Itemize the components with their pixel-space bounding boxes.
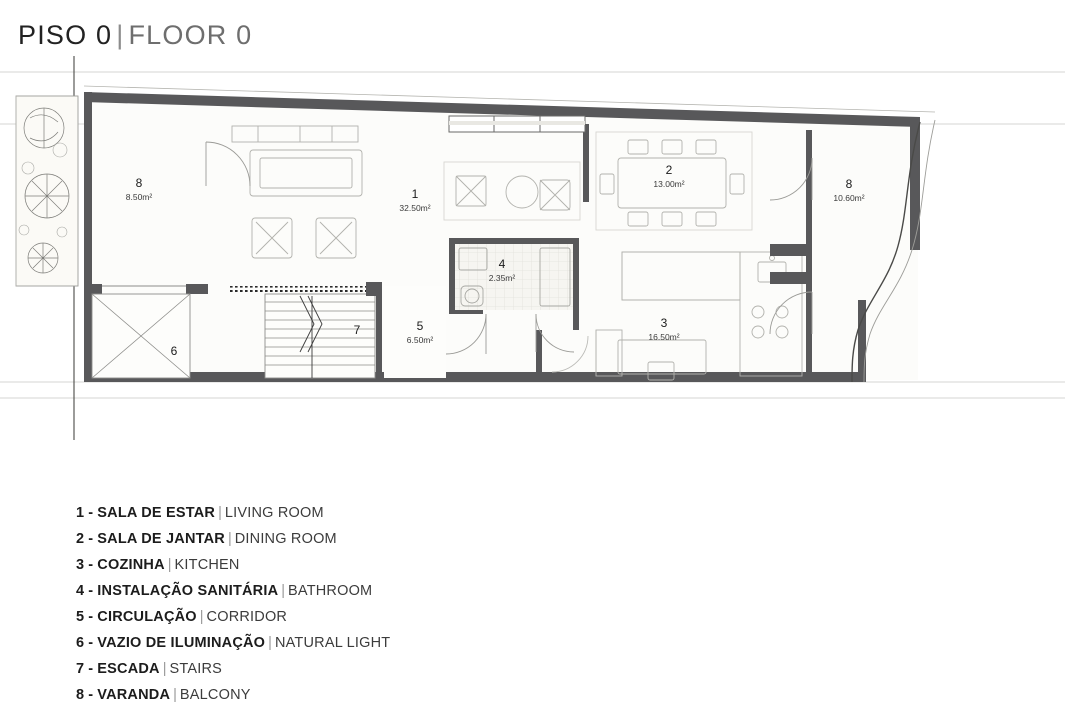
bathroom-fixtures (455, 244, 573, 310)
room-area: 10.60m² (833, 193, 865, 203)
legend-dash: - (88, 661, 94, 677)
legend-item (76, 656, 636, 682)
legend-id: 6 (76, 635, 85, 651)
legend-label-en: CORRIDOR (206, 609, 288, 625)
legend-label-en: KITCHEN (174, 557, 240, 573)
legend-label-pt: SALA DE ESTAR (97, 505, 216, 521)
legend-id: 8 (76, 687, 85, 703)
legend-separator: | (162, 661, 167, 677)
page-title-pt: PISO 0 (18, 20, 113, 50)
legend-item (76, 682, 636, 708)
legend-id: 3 (76, 557, 85, 573)
legend-dash: - (88, 505, 94, 521)
legend-separator: | (281, 583, 286, 599)
legend-label-pt: VARANDA (97, 687, 171, 703)
legend-separator: | (218, 505, 222, 521)
legend-dash: - (88, 531, 94, 547)
legend-id: 1 (76, 505, 85, 521)
legend-id: 4 (76, 583, 85, 599)
room-number: 6 (170, 344, 178, 358)
windows-top (449, 116, 585, 132)
legend-dash: - (88, 609, 94, 625)
room-number: 8 (845, 177, 853, 191)
legend-id: 2 (76, 531, 85, 547)
legend-label-en: NATURAL LIGHT (274, 635, 391, 651)
room-number: 2 (665, 163, 673, 177)
legend-separator: | (268, 635, 272, 651)
legend-id: 7 (76, 661, 85, 677)
legend-item (76, 578, 636, 604)
legend-item (76, 630, 636, 656)
room-area: 32.50m² (399, 203, 431, 213)
room-number: 4 (498, 257, 506, 271)
legend-label-en: LIVING ROOM (224, 505, 324, 521)
legend-separator: | (167, 557, 172, 573)
legend-item (76, 526, 636, 552)
room-area: 6.50m² (406, 335, 434, 345)
room-area: 16.50m² (648, 332, 680, 342)
room-area: 8.50m² (125, 192, 153, 202)
page-title-separator: | (116, 20, 125, 50)
legend-label-pt: COZINHA (97, 557, 165, 573)
legend-separator: | (199, 609, 204, 625)
legend-separator: | (173, 687, 177, 703)
legend-label-en: BALCONY (179, 687, 251, 703)
room-number: 7 (353, 323, 361, 337)
room-number: 1 (411, 187, 419, 201)
legend-item (76, 500, 636, 526)
room-number: 8 (135, 176, 143, 190)
legend-dash: - (88, 687, 94, 703)
legend-separator: | (227, 531, 232, 547)
room-area: 13.00m² (653, 179, 685, 189)
legend-label-en: DINING ROOM (234, 531, 337, 547)
page-title-en: FLOOR 0 (128, 20, 253, 50)
natural-light-void (92, 294, 190, 378)
room-area: 2.35m² (488, 273, 516, 283)
balcony-left-garden (16, 96, 78, 286)
legend-dash: - (88, 583, 94, 599)
legend (76, 500, 636, 708)
legend-id: 5 (76, 609, 85, 625)
legend-label-pt: SALA DE JANTAR (97, 531, 225, 547)
room-number: 3 (660, 316, 668, 330)
room-number: 5 (416, 319, 424, 333)
legend-dash: - (88, 557, 94, 573)
legend-label-pt: ESCADA (97, 661, 160, 677)
legend-label-en: STAIRS (169, 661, 223, 677)
legend-item (76, 552, 636, 578)
legend-label-pt: INSTALAÇÃO SANITÁRIA (97, 583, 279, 599)
legend-label-pt: CIRCULAÇÃO (97, 609, 197, 625)
legend-label-en: BATHROOM (288, 583, 373, 599)
legend-label-pt: VAZIO DE ILUMINAÇÃO (97, 635, 266, 651)
legend-item (76, 604, 636, 630)
legend-dash: - (88, 635, 94, 651)
corridor-area (384, 286, 446, 378)
